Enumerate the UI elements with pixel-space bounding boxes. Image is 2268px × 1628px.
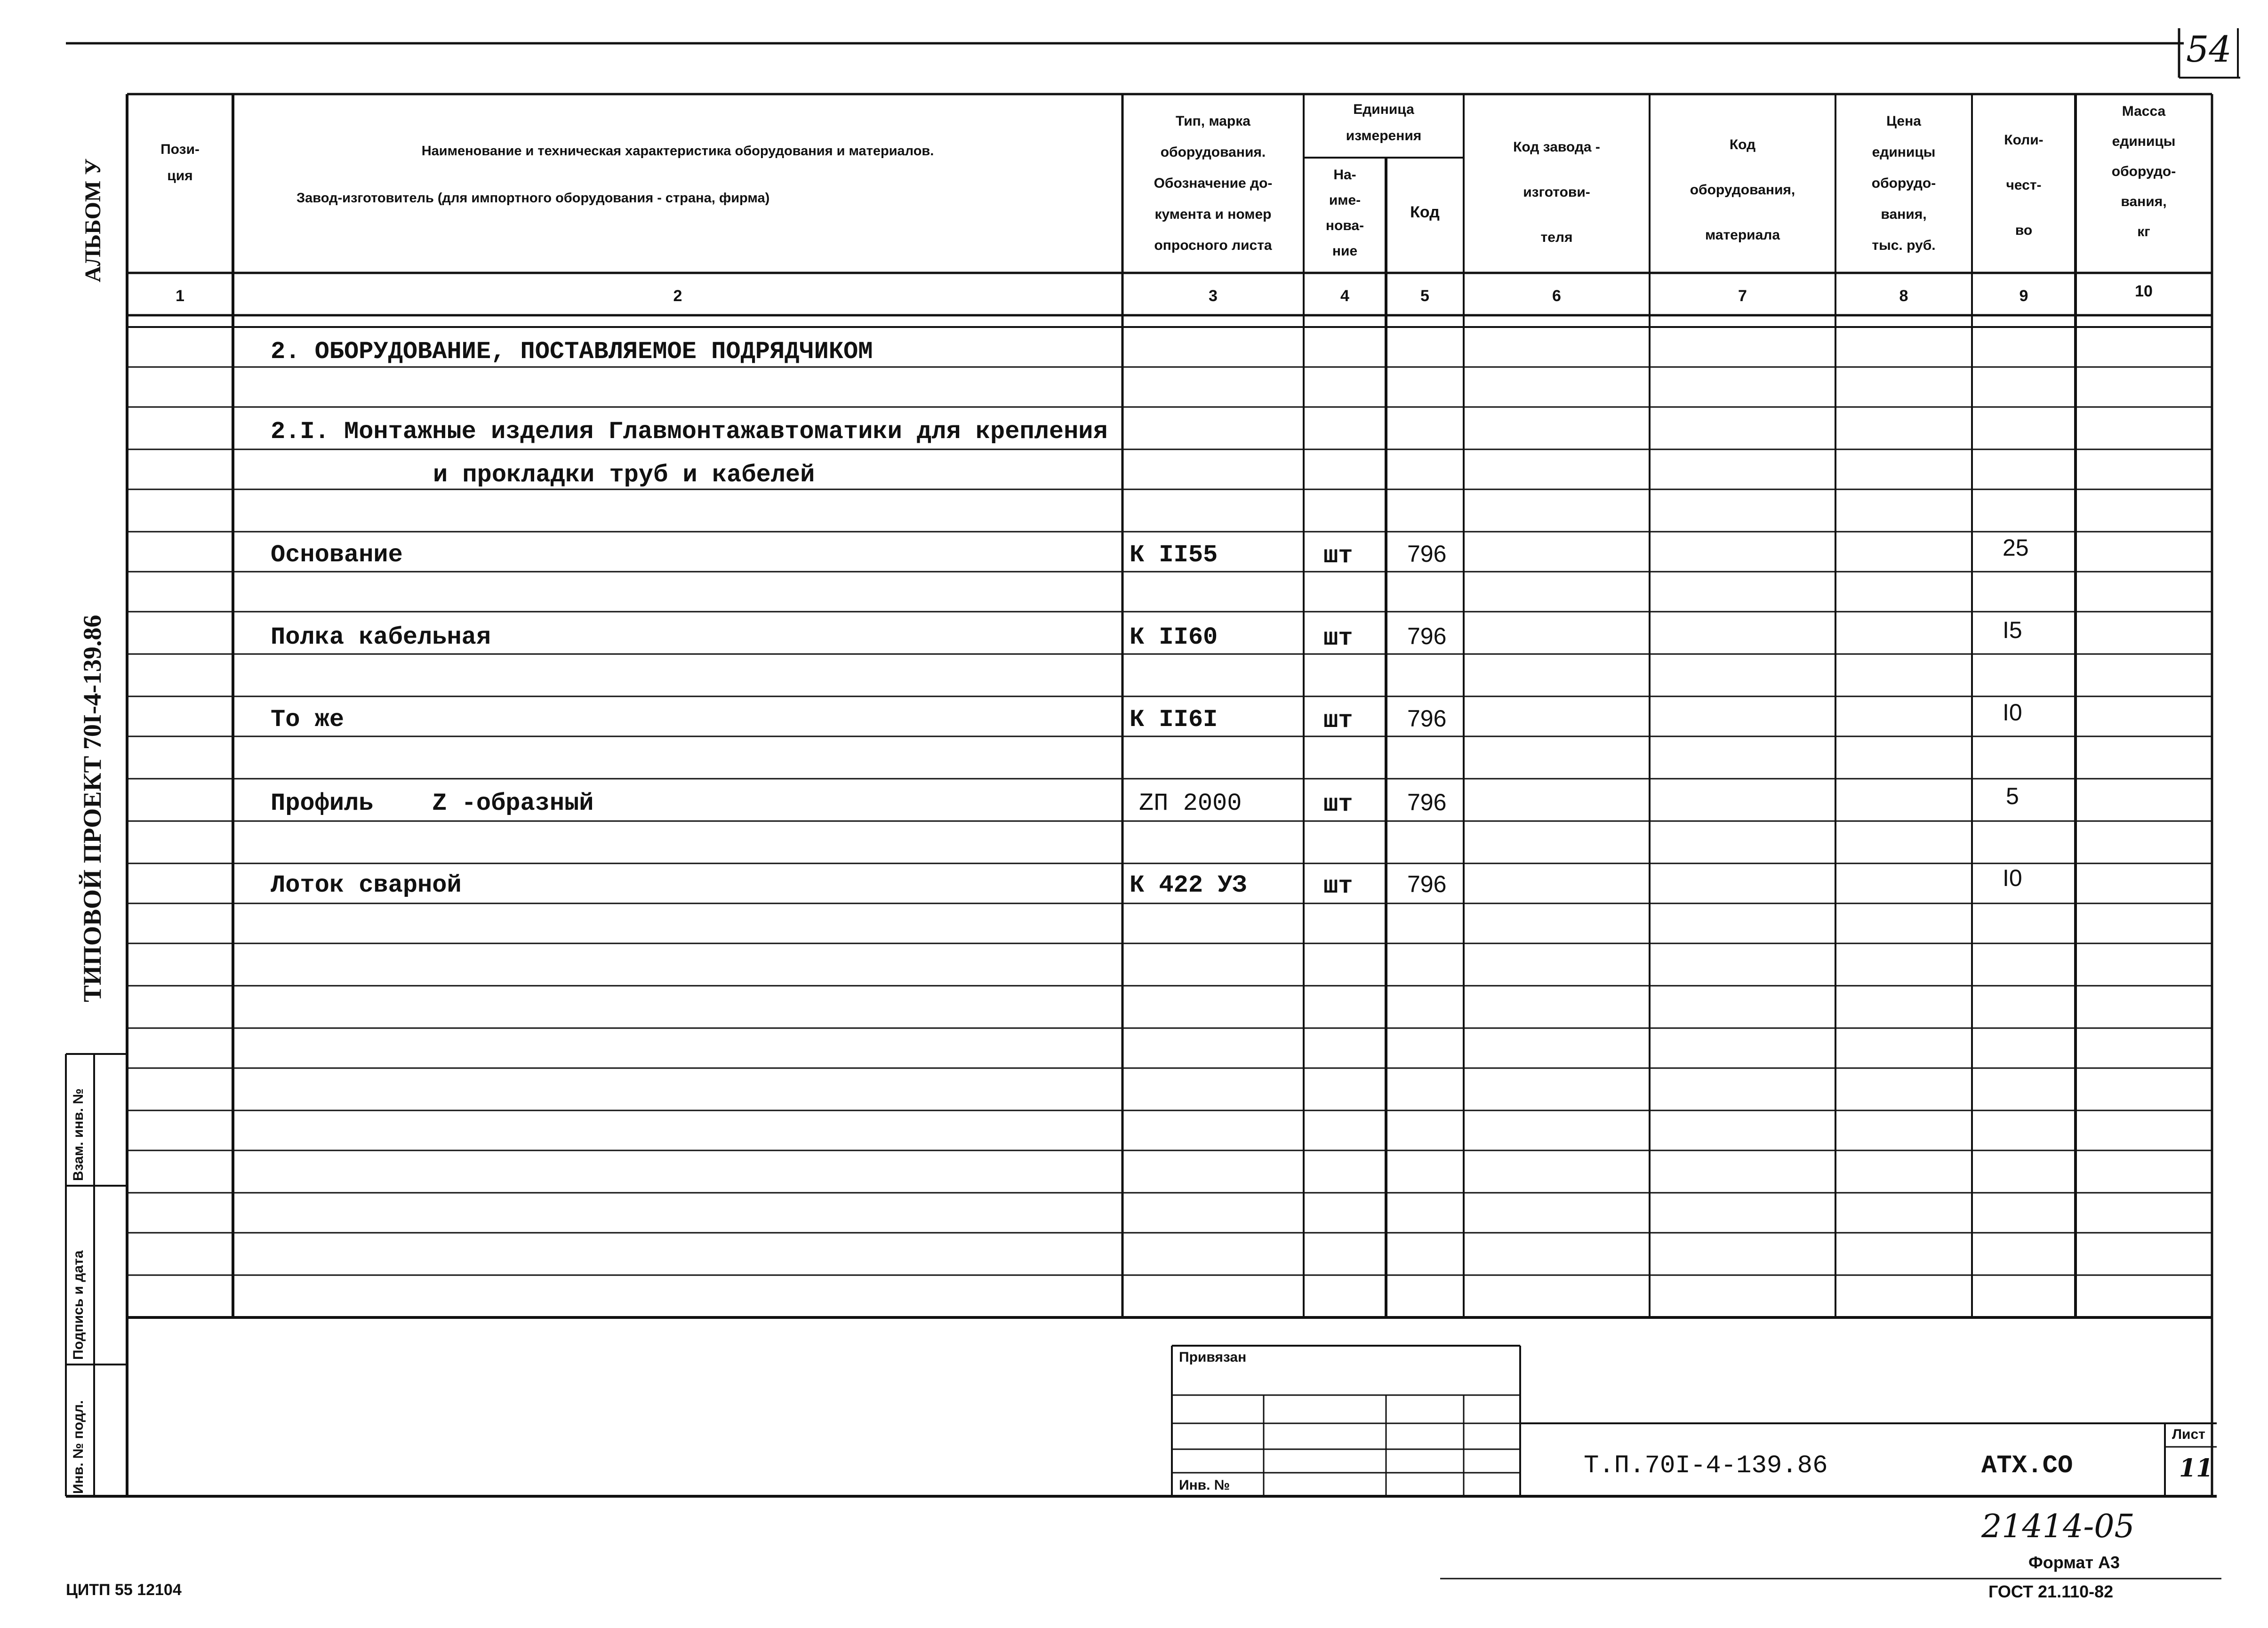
header-unit-name: На- име- нова- ние: [1325, 167, 1364, 259]
document-designation: Т.П.70I-4-139.86: [1584, 1452, 1828, 1480]
column-number-2: 2: [673, 287, 682, 305]
row-3-code: 796: [1407, 705, 1447, 732]
header-name-line1: Наименование и техническая характеристика оборудования и материалов.: [421, 144, 934, 159]
row-3-name: То же: [271, 706, 345, 734]
row-5-type: К 422 УЗ: [1130, 871, 1247, 899]
column-number-8: 8: [1899, 287, 1908, 305]
stamp-privyazan: Привязан: [1179, 1349, 1247, 1365]
row-2-name: Полка кабельная: [271, 623, 491, 651]
subsection-line2: и прокладки труб и кабелей: [433, 461, 815, 489]
sheet-number: 11: [2179, 1454, 2213, 1483]
row-3-unit: шт: [1323, 707, 1353, 734]
header-quantity: Коли- чест- во: [2004, 132, 2044, 238]
header-mass: Масса единицы оборудо- вания, кг: [2111, 104, 2176, 239]
printer-label: ЦИТП 55 12104: [66, 1581, 182, 1599]
row-1-quantity: 25: [2003, 535, 2029, 561]
column-number-5: 5: [1420, 287, 1429, 305]
row-1-type: К II55: [1130, 541, 1218, 569]
header-equipment-code: Код оборудования, материала: [1690, 137, 1795, 243]
header-unit-group: Единица измерения: [1346, 102, 1422, 144]
sheet-label: Лист: [2172, 1427, 2205, 1442]
header-position: Пози- ция: [160, 142, 200, 184]
row-5-unit: шт: [1323, 872, 1353, 900]
header-factory-code: Код завода - изготови- теля: [1513, 139, 1600, 245]
row-2-type: К II60: [1130, 623, 1218, 651]
header-price: Цена единицы оборудо- вания, тыс. руб.: [1871, 113, 1936, 253]
column-number-7: 7: [1738, 287, 1747, 305]
stamp-vzam-inv: Взам. инв. №: [71, 1088, 86, 1181]
row-5-name: Лоток сварной: [271, 871, 462, 899]
gost-label: ГОСТ 21.110-82: [1988, 1582, 2114, 1601]
column-number-6: 6: [1552, 287, 1561, 305]
stamp-inv-podl: Инв. № подл.: [71, 1400, 86, 1494]
album-label: АЛЬБОМ У: [80, 158, 105, 282]
project-label: ТИПОВОЙ ПРОЕКТ 70I-4-139.86: [78, 614, 106, 1002]
section-title: 2. ОБОРУДОВАНИЕ, ПОСТАВЛЯЕМОЕ ПОДРЯДЧИКОМ: [271, 338, 873, 366]
row-4-type: ZП 2000: [1139, 790, 1242, 817]
header-name-line2: Завод-изготовитель (для импортного оборудования - страна, фирма): [297, 191, 770, 206]
row-3-quantity: I0: [2003, 699, 2022, 726]
subsection-line1: 2.I. Монтажные изделия Главмонтажавтоматики для крепления: [271, 418, 1108, 446]
header-type: Тип, марка оборудования. Обозначение до- кумента и номер опросного листа: [1154, 113, 1273, 253]
stamp-signature-date: Подпись и дата: [71, 1250, 86, 1360]
column-number-9: 9: [2019, 287, 2028, 305]
row-5-code: 796: [1407, 871, 1447, 897]
row-2-quantity: I5: [2003, 617, 2022, 643]
column-number-4: 4: [1340, 287, 1349, 305]
header-unit-code: Код: [1410, 203, 1440, 221]
row-4-code: 796: [1407, 789, 1447, 815]
row-1-name: Основание: [271, 541, 403, 569]
document-code: АТХ.СО: [1981, 1452, 2073, 1480]
row-4-unit: шт: [1323, 790, 1353, 818]
row-2-code: 796: [1407, 623, 1447, 649]
format-label: Формат А3: [2028, 1553, 2120, 1572]
handwritten-number: 21414-05: [1981, 1508, 2135, 1545]
row-5-quantity: I0: [2003, 865, 2022, 891]
row-4-name: Профиль Z -образный: [271, 790, 594, 817]
row-4-quantity: 5: [2006, 783, 2019, 809]
column-number-3: 3: [1209, 287, 1218, 305]
sheet-corner-number: 54: [2186, 28, 2232, 70]
column-number-1: 1: [176, 287, 184, 305]
column-number-10: 10: [2135, 282, 2153, 300]
row-2-unit: шт: [1323, 624, 1353, 652]
stamp-inv-no: Инв. №: [1179, 1477, 1230, 1493]
row-1-unit: шт: [1323, 542, 1353, 570]
row-3-type: К II6I: [1130, 706, 1218, 734]
row-1-code: 796: [1407, 541, 1447, 567]
